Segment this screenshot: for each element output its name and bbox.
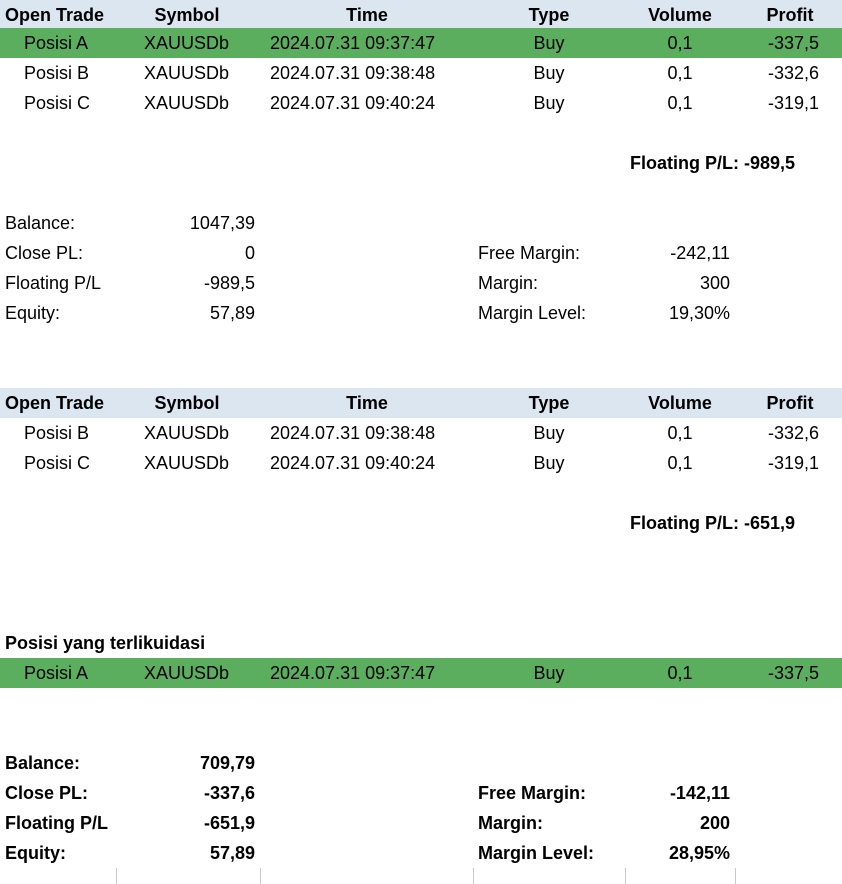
- row-time: 2024.07.31 09:37:47: [270, 33, 436, 53]
- row-type: Buy: [533, 63, 565, 83]
- row-time: 2024.07.31 09:40:24: [270, 93, 436, 113]
- row-symbol: XAUUSDb: [144, 33, 230, 53]
- row-volume: 0,1: [667, 63, 693, 83]
- margin-value: 200: [699, 813, 730, 833]
- floating-pl-total: Floating P/L: -651,9: [630, 513, 796, 533]
- row-profit: -319,1: [767, 93, 819, 113]
- table-row[interactable]: [0, 658, 842, 688]
- row-profit: -332,6: [767, 63, 819, 83]
- row-label: Posisi B: [24, 423, 90, 443]
- equity-label: Equity:: [5, 843, 66, 863]
- floating-pl-total: Floating P/L: -989,5: [630, 153, 796, 173]
- summary1-balance-row: [0, 208, 842, 238]
- equity-value: 57,89: [209, 843, 255, 863]
- row-time: 2024.07.31 09:37:47: [270, 663, 436, 683]
- table-row[interactable]: [0, 88, 842, 118]
- row-type: Buy: [533, 33, 565, 53]
- col-profit: Profit: [766, 5, 814, 25]
- free-margin-value: -242,11: [670, 243, 730, 263]
- col-open-trade: Open Trade: [5, 393, 105, 413]
- close-pl-label: Close PL:: [5, 783, 89, 803]
- col-volume: Volume: [648, 393, 712, 413]
- row-label: Posisi B: [24, 63, 90, 83]
- balance-label: Balance:: [5, 753, 81, 773]
- col-open-trade: Open Trade: [5, 5, 105, 25]
- margin-level-value: 19,30%: [668, 303, 730, 323]
- table-row[interactable]: [0, 58, 842, 88]
- liquidated-title-row: [0, 628, 842, 658]
- row-label: Posisi A: [24, 33, 89, 53]
- table-row[interactable]: [0, 418, 842, 448]
- close-pl-label: Close PL:: [5, 243, 84, 263]
- row-profit: -319,1: [767, 453, 819, 473]
- row-label: Posisi A: [24, 663, 89, 683]
- gridline-tick: [260, 868, 261, 884]
- gridline-tick: [116, 868, 117, 884]
- free-margin-label: Free Margin:: [478, 243, 581, 263]
- free-margin-value: -142,11: [669, 783, 730, 803]
- liquidated-title: Posisi yang terlikuidasi: [5, 633, 206, 653]
- col-type: Type: [528, 393, 570, 413]
- summary1-floating-row: [0, 268, 842, 298]
- col-symbol: Symbol: [154, 393, 220, 413]
- summary2-closepl-row: [0, 778, 842, 808]
- gridline-tick: [735, 868, 736, 884]
- floating-pl-row-2: [0, 508, 842, 538]
- margin-value: 300: [699, 273, 730, 293]
- table1-header: [0, 0, 842, 30]
- row-profit: -332,6: [767, 423, 819, 443]
- summary2-equity-row: [0, 838, 842, 868]
- row-profit: -337,5: [767, 663, 819, 683]
- margin-level-label: Margin Level:: [478, 303, 587, 323]
- equity-label: Equity:: [5, 303, 61, 323]
- gridline-ticks: [0, 868, 842, 884]
- row-type: Buy: [533, 663, 565, 683]
- row-type: Buy: [533, 453, 565, 473]
- row-symbol: XAUUSDb: [144, 93, 230, 113]
- balance-label: Balance:: [5, 213, 76, 233]
- row-time: 2024.07.31 09:38:48: [270, 423, 436, 443]
- table-row[interactable]: [0, 28, 842, 58]
- row-volume: 0,1: [667, 663, 693, 683]
- col-profit: Profit: [766, 393, 814, 413]
- summary1-equity-row: [0, 298, 842, 328]
- margin-label: Margin:: [478, 813, 543, 833]
- margin-level-value: 28,95%: [668, 843, 730, 863]
- floating-pl-label: Floating P/L: [5, 813, 108, 833]
- margin-level-label: Margin Level:: [478, 843, 595, 863]
- floating-pl-row-1: [0, 148, 842, 178]
- col-type: Type: [528, 5, 570, 25]
- summary1-closepl-row: [0, 238, 842, 268]
- equity-value: 57,89: [209, 303, 255, 323]
- close-pl-value: 0: [244, 243, 255, 263]
- row-type: Buy: [533, 93, 565, 113]
- col-time: Time: [346, 5, 388, 25]
- row-label: Posisi C: [24, 93, 91, 113]
- row-symbol: XAUUSDb: [144, 453, 230, 473]
- balance-value: 709,79: [199, 753, 255, 773]
- summary2-floating-row: [0, 808, 842, 838]
- col-symbol: Symbol: [154, 5, 220, 25]
- floating-pl-value: -989,5: [203, 273, 255, 293]
- floating-pl-label: Floating P/L: [5, 273, 102, 293]
- row-volume: 0,1: [667, 453, 693, 473]
- floating-pl-value: -651,9: [203, 813, 255, 833]
- summary2-balance-row: [0, 748, 842, 778]
- row-volume: 0,1: [667, 423, 693, 443]
- row-symbol: XAUUSDb: [144, 663, 230, 683]
- col-volume: Volume: [648, 5, 712, 25]
- table2-header: [0, 388, 842, 418]
- free-margin-label: Free Margin:: [478, 783, 587, 803]
- row-profit: -337,5: [767, 33, 819, 53]
- row-type: Buy: [533, 423, 565, 443]
- row-time: 2024.07.31 09:38:48: [270, 63, 436, 83]
- gridline-tick: [473, 868, 474, 884]
- col-time: Time: [346, 393, 388, 413]
- gridline-tick: [625, 868, 626, 884]
- row-label: Posisi C: [24, 453, 91, 473]
- close-pl-value: -337,6: [203, 783, 255, 803]
- row-symbol: XAUUSDb: [144, 63, 230, 83]
- row-volume: 0,1: [667, 33, 693, 53]
- row-time: 2024.07.31 09:40:24: [270, 453, 436, 473]
- table-row[interactable]: [0, 448, 842, 478]
- row-symbol: XAUUSDb: [144, 423, 230, 443]
- margin-label: Margin:: [478, 273, 539, 293]
- row-volume: 0,1: [667, 93, 693, 113]
- balance-value: 1047,39: [189, 213, 255, 233]
